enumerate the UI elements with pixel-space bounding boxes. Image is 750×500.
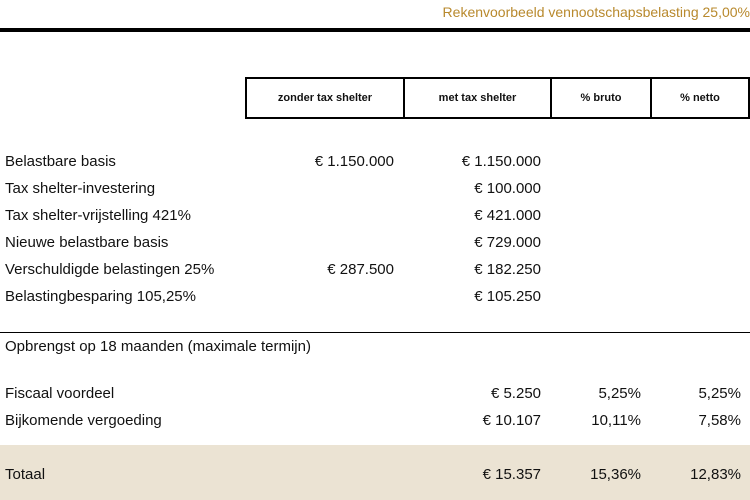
- row-label: Tax shelter-vrijstelling 421%: [5, 207, 191, 224]
- table-row-belastingbesparing: [0, 283, 750, 310]
- row-value-met: € 5.250: [490, 385, 541, 402]
- row-label: Belastbare basis: [5, 153, 116, 170]
- row-value-netto: 7,58%: [698, 412, 741, 429]
- table-row-bijkomende-vergoeding: [0, 407, 750, 434]
- table-row-totaal: [0, 461, 750, 488]
- top-divider: [0, 28, 750, 32]
- table-row-tax-shelter-investering: [0, 175, 750, 202]
- total-value-met: € 15.357: [482, 466, 541, 483]
- section-title-text: Opbrengst op 18 maanden (maximale termijn): [5, 338, 311, 355]
- row-value-met: € 421.000: [474, 207, 541, 224]
- row-label: Bijkomende vergoeding: [5, 412, 162, 429]
- page-title: Rekenvoorbeeld vennootschapsbelasting 25,00%: [442, 4, 750, 20]
- row-value-bruto: 10,11%: [591, 412, 641, 429]
- row-value-met: € 729.000: [474, 234, 541, 251]
- header-pct-bruto: % bruto: [550, 77, 652, 119]
- row-value-zonder: € 1.150.000: [314, 153, 394, 170]
- table-row-fiscaal-voordeel: [0, 380, 750, 407]
- row-value-met: € 10.107: [482, 412, 541, 429]
- section-title: [0, 333, 750, 360]
- row-label: Fiscaal voordeel: [5, 385, 115, 402]
- table-row-belastbare-basis: [0, 148, 750, 175]
- row-value-netto: 5,25%: [698, 385, 741, 402]
- table-row-nieuwe-belastbare-basis: [0, 229, 750, 256]
- total-label: Totaal: [5, 466, 46, 483]
- row-value-met: € 105.250: [474, 288, 541, 305]
- row-value-met: € 100.000: [474, 180, 541, 197]
- row-value-met: € 182.250: [474, 261, 541, 278]
- row-label: Verschuldigde belastingen 25%: [5, 261, 215, 278]
- header-pct-netto: % netto: [650, 77, 750, 119]
- row-value-bruto: 5,25%: [598, 385, 641, 402]
- row-value-zonder: € 287.500: [327, 261, 394, 278]
- row-label: Nieuwe belastbare basis: [5, 234, 169, 251]
- total-value-bruto: 15,36%: [590, 466, 641, 483]
- table-row-verschuldigde-belastingen: [0, 256, 750, 283]
- total-value-netto: 12,83%: [690, 466, 741, 483]
- header-met-tax-shelter: met tax shelter: [403, 77, 552, 119]
- row-value-met: € 1.150.000: [461, 153, 541, 170]
- header-zonder-tax-shelter: zonder tax shelter: [245, 77, 405, 119]
- row-label: Tax shelter-investering: [5, 180, 156, 197]
- row-label: Belastingbesparing 105,25%: [5, 288, 196, 305]
- table-row-tax-shelter-vrijstelling: [0, 202, 750, 229]
